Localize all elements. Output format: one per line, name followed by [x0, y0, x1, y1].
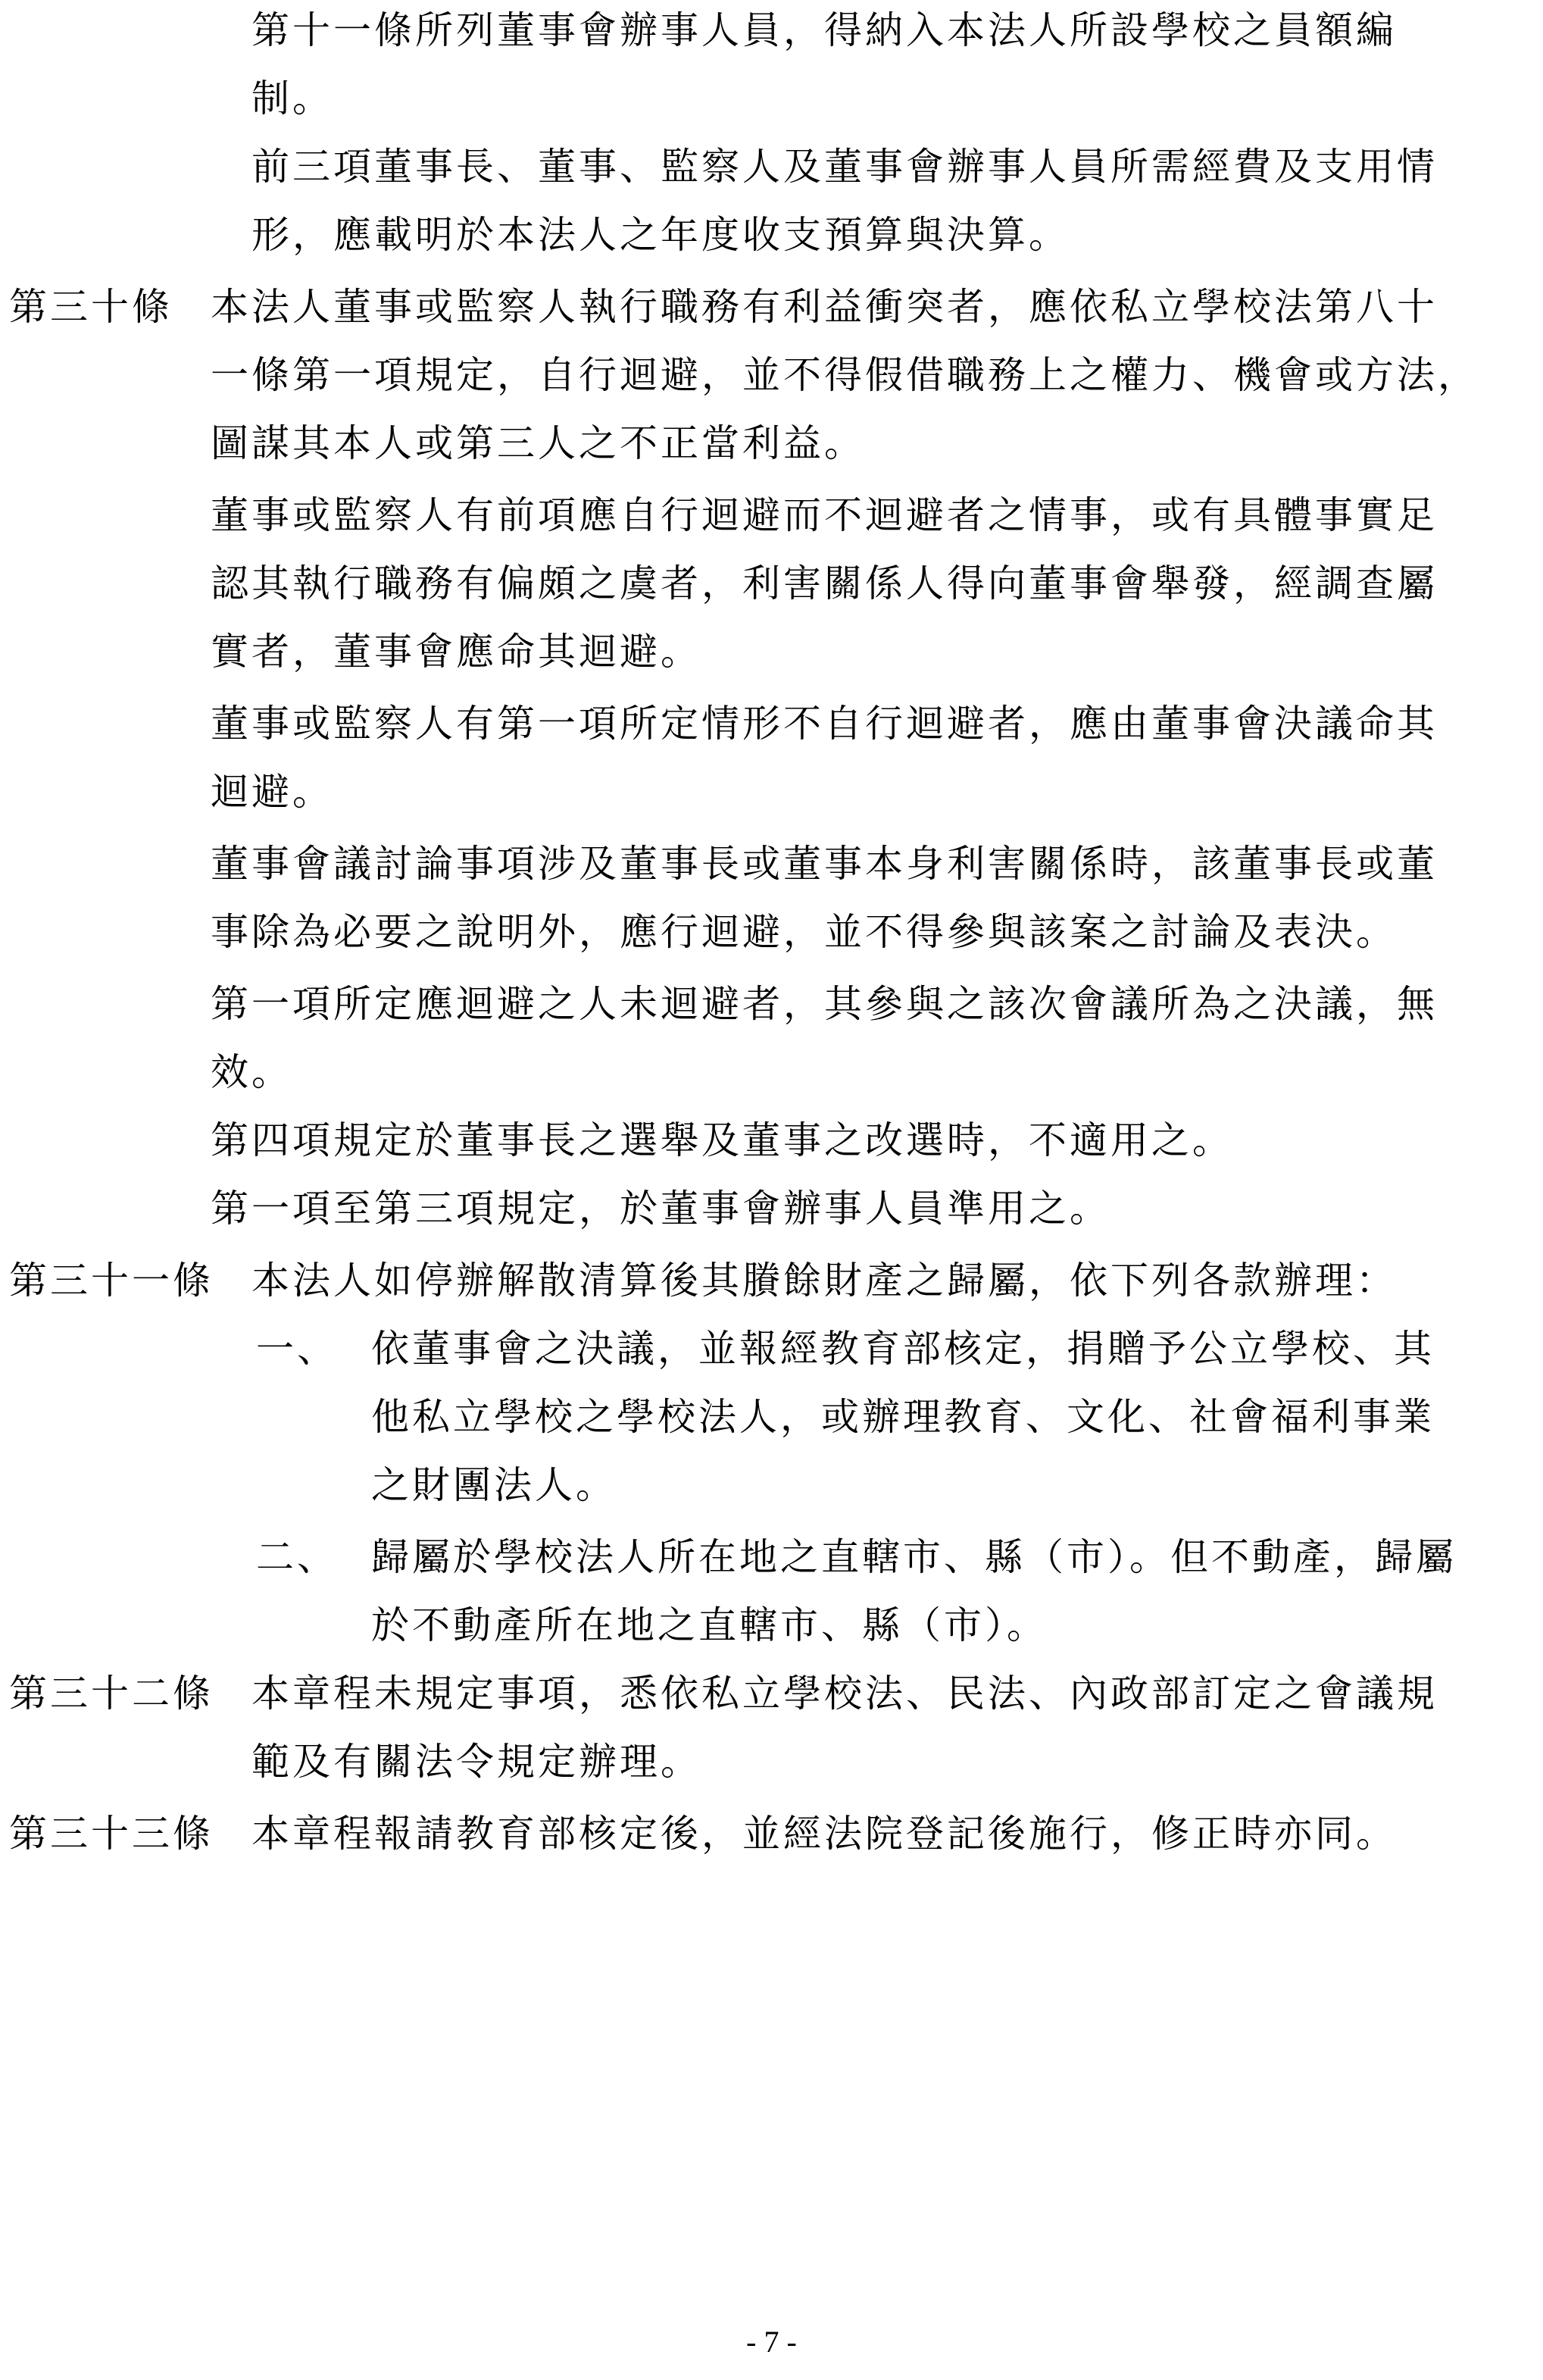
- text-line: 第十一條所列董事會辦事人員，得納入本法人所設學校之員額編: [251, 8, 1397, 52]
- article-heading-30: 第三十條: [9, 285, 173, 329]
- text-line: 迴避。: [211, 770, 333, 814]
- text-line: 董事或監察人有前項應自行迴避而不迴避者之情事，或有具體事實足: [211, 493, 1438, 537]
- text-line: 董事或監察人有第一項所定情形不自行迴避者，應由董事會決議命其: [211, 702, 1438, 746]
- article-heading-32: 第三十二條: [9, 1672, 214, 1715]
- text-line: 本法人如停辦解散清算後其賸餘財產之歸屬，依下列各款辦理：: [251, 1259, 1397, 1303]
- text-line: 實者，董事會應命其迴避。: [211, 630, 701, 674]
- text-line: 依董事會之決議，並報經教育部核定，捐贈予公立學校、其: [371, 1327, 1435, 1371]
- text-line: 事除為必要之說明外，應行迴避，並不得參與該案之討論及表決。: [211, 910, 1397, 954]
- page-number: - 7 -: [746, 2325, 797, 2359]
- text-line: 他私立學校之學校法人，或辦理教育、文化、社會福利事業: [371, 1395, 1435, 1439]
- text-line: 本章程未規定事項，悉依私立學校法、民法、內政部訂定之會議規: [251, 1672, 1438, 1715]
- text-line: 認其執行職務有偏頗之虞者，利害關係人得向董事會舉發，經調查屬: [211, 561, 1438, 605]
- text-line: 於不動產所在地之直轄市、縣（市）。: [371, 1603, 1048, 1647]
- text-line: 本法人董事或監察人執行職務有利益衝突者，應依私立學校法第八十: [211, 285, 1438, 329]
- text-line: 範及有關法令規定辦理。: [251, 1740, 701, 1784]
- article-heading-33: 第三十三條: [9, 1812, 214, 1856]
- text-line: 第四項規定於董事長之選舉及董事之改選時，不適用之。: [211, 1118, 1233, 1162]
- text-line: 效。: [211, 1050, 292, 1094]
- list-item-marker: 二、: [256, 1535, 338, 1579]
- text-line: 形，應載明於本法人之年度收支預算與決算。: [251, 213, 1070, 257]
- text-line: 制。: [251, 77, 333, 120]
- text-line: 歸屬於學校法人所在地之直轄市、縣（市）。但不動產，歸屬: [371, 1535, 1457, 1579]
- text-line: 前三項董事長、董事、監察人及董事會辦事人員所需經費及支用情: [251, 145, 1438, 189]
- text-line: 圖謀其本人或第三人之不正當利益。: [211, 421, 865, 465]
- text-line: 本章程報請教育部核定後，並經法院登記後施行，修正時亦同。: [251, 1812, 1397, 1856]
- list-item-marker: 一、: [256, 1327, 338, 1371]
- text-line: 一條第一項規定，自行迴避，並不得假借職務上之權力、機會或方法，: [211, 353, 1479, 397]
- text-line: 第一項所定應迴避之人未迴避者，其參與之該次會議所為之決議，無: [211, 982, 1438, 1026]
- article-heading-31: 第三十一條: [9, 1259, 214, 1303]
- text-line: 第一項至第三項規定，於董事會辦事人員準用之。: [211, 1187, 1110, 1231]
- text-line: 之財團法人。: [371, 1463, 617, 1507]
- text-line: 董事會議討論事項涉及董事長或董事本身利害關係時，該董事長或董: [211, 842, 1438, 886]
